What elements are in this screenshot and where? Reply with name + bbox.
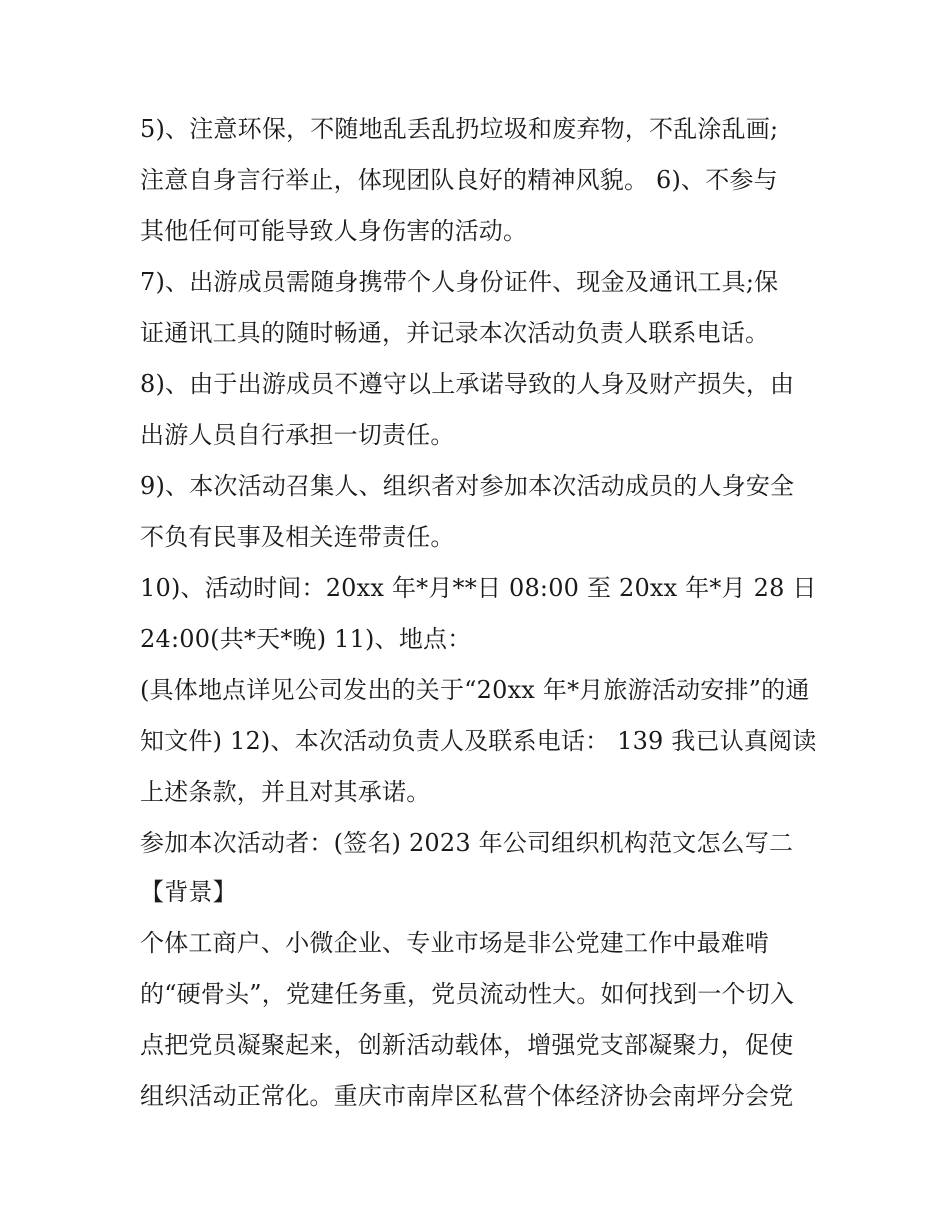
text-line: 7)、出游成员需随身携带个人身份证件、现金及通讯工具;保 <box>140 268 779 296</box>
text-line: 证通讯工具的随时畅通，并记录本次活动负责人联系电话。 <box>140 319 770 347</box>
text-line: 5)、注意环保，不随地乱丢乱扔垃圾和废弃物，不乱涂乱画; <box>140 115 779 143</box>
text-line: 的“硬骨头”，党建任务重，党员流动性大。如何找到一个切入 <box>140 980 795 1008</box>
text-line: (具体地点详见公司发出的关于“20xx 年*月旅游活动安排”的通 <box>140 676 810 704</box>
text-line: 参加本次活动者：(签名) 2023 年公司组织机构范文怎么写二 <box>140 829 794 857</box>
text-line: 点把党员凝聚起来，创新活动载体，增强党支部凝聚力，促使 <box>140 1031 794 1059</box>
text-line: 不负有民事及相关连带责任。 <box>140 523 455 551</box>
text-line: 24:00(共*天*晚) 11)、地点： <box>140 625 472 653</box>
text-line: 其他任何可能导致人身伤害的活动。 <box>140 217 528 245</box>
text-line: 组织活动正常化。重庆市南岸区私营个体经济协会南坪分会党 <box>140 1082 794 1110</box>
text-line: 知文件) 12)、本次活动负责人及联系电话： 139 我已认真阅读 <box>140 727 817 755</box>
text-line: 出游人员自行承担一切责任。 <box>140 421 455 449</box>
text-line: 8)、由于出游成员不遵守以上承诺导致的人身及财产损失，由 <box>140 370 795 398</box>
section-heading: 【背景】 <box>140 878 237 906</box>
text-line: 个体工商户、小微企业、专业市场是非公党建工作中最难啃 <box>140 929 770 957</box>
text-line: 注意自身言行举止，体现团队良好的精神风貌。 6)、不参与 <box>140 166 778 194</box>
text-line: 上述条款，并且对其承诺。 <box>140 778 431 806</box>
text-line: 10)、活动时间：20xx 年*月**日 08:00 至 20xx 年*月 28 日 <box>140 574 817 602</box>
text-line: 9)、本次活动召集人、组织者对参加本次活动成员的人身安全 <box>140 472 795 500</box>
